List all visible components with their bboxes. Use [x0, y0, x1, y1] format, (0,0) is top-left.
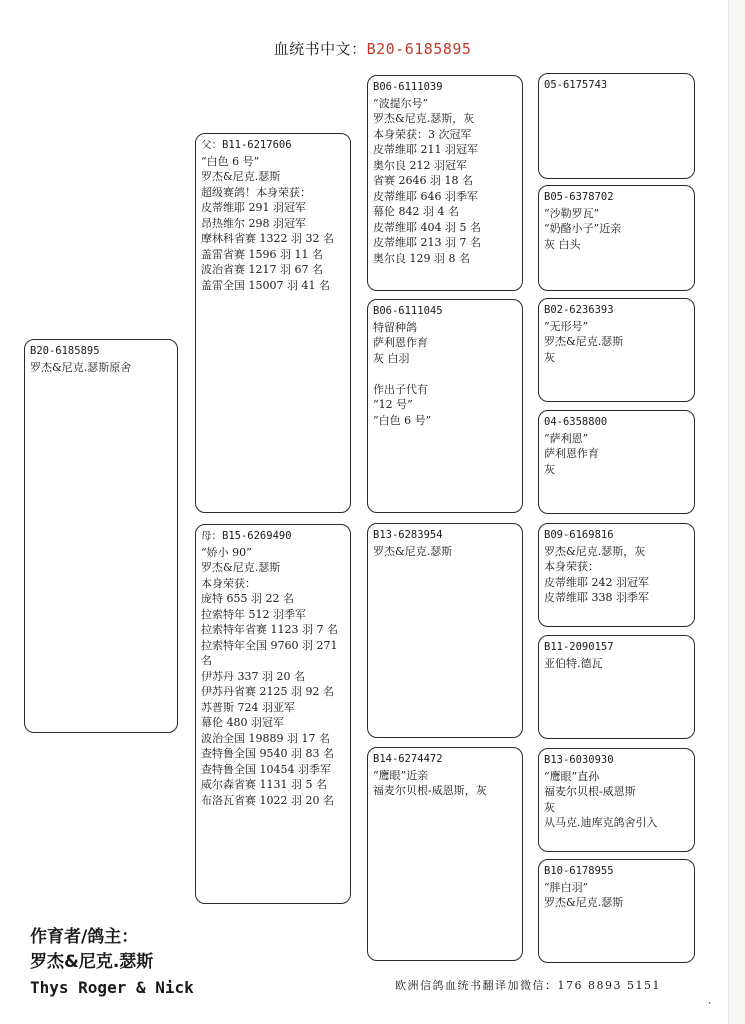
pedigree-line: “白色 6 号” [201, 154, 260, 168]
pedigree-line: 灰 白羽 [373, 351, 410, 365]
breeder-name: 罗杰&尼克.瑟斯 [30, 952, 154, 972]
pedigree-line: 灰 白头 [544, 237, 581, 251]
pedigree-line: B05-6378702 [544, 191, 614, 203]
breeder-block [30, 925, 194, 1001]
breeder-label: 作育者/鸽主： [30, 927, 139, 947]
title-label: 血统书中文： [273, 40, 367, 58]
pedigree-line: 苏普斯 724 羽亚军 [201, 700, 295, 714]
pedigree-line: 罗杰&尼克.瑟斯 [201, 170, 281, 183]
translator-contact-note: 欧洲信鸽血统书翻译加微信：176 8893 5151 [395, 979, 661, 992]
pedigree-line: “娇小 90” [201, 545, 252, 559]
pedigree-line: B10-6178955 [544, 865, 614, 877]
pedigree-box-pigeon [24, 339, 178, 733]
pedigree-box-sd-dam [538, 410, 695, 514]
pedigree-line: 查特鲁全国 9540 羽 83 名 [201, 747, 334, 760]
pedigree-line: 05-6175743 [544, 79, 608, 91]
pedigree-box-sire-dam [367, 299, 523, 513]
pedigree-line: 罗杰&尼克.瑟斯 [544, 896, 624, 909]
pedigree-line: B13-6283954 [373, 529, 443, 541]
pedigree-line: 皮蒂维耶 242 羽冠军 [544, 575, 649, 589]
pedigree-line: “白色 6 号” [373, 413, 432, 427]
pedigree-line: “奶酪小子”近亲 [544, 222, 622, 235]
pedigree-line: 伊苏丹 337 羽 20 名 [201, 669, 305, 683]
pedigree-line: B11-2090157 [544, 641, 614, 653]
pedigree-line: 亚伯特.德瓦 [544, 656, 603, 670]
pedigree-line: 特留种鸽 [373, 320, 417, 334]
pedigree-line: B13-6030930 [544, 754, 614, 766]
corner-mark: ⸳ [708, 994, 712, 1008]
pedigree-line: 福麦尔贝根-威恩斯，灰 [373, 784, 487, 797]
pedigree-box-sd-sire [538, 298, 695, 402]
pedigree-line: 波治全国 19889 羽 17 名 [201, 731, 330, 745]
pedigree-line: 皮蒂维耶 211 羽冠军 [373, 143, 478, 156]
pedigree-box-sire [195, 133, 351, 513]
pedigree-line: 皮蒂维耶 338 羽季军 [544, 591, 649, 604]
pedigree-line: 威尔森省赛 1131 羽 5 名 [201, 778, 327, 791]
pedigree-line: 伊苏丹省赛 2125 羽 92 名 [201, 685, 334, 698]
pedigree-line: 奥尔良 212 羽冠军 [373, 158, 467, 172]
pedigree-line: 皮蒂维耶 291 羽冠军 [201, 201, 306, 214]
pedigree-line: 省赛 2646 羽 18 名 [373, 174, 473, 187]
pedigree-line: B14-6274472 [373, 753, 443, 765]
pedigree-box-ds-sire [538, 523, 695, 627]
pedigree-line: “12 号” [373, 398, 413, 411]
pedigree-line: 罗杰&尼克.瑟斯 [544, 335, 624, 348]
title-ring-number: B20-6185895 [366, 40, 472, 58]
pedigree-line: 灰 [544, 462, 555, 476]
pedigree-line: 母：B15-6269490 [201, 530, 292, 542]
pedigree-line: 摩林科省赛 1322 羽 32 名 [201, 232, 334, 245]
pedigree-line: 幕伦 842 羽 4 名 [373, 205, 459, 218]
pedigree-box-ds-dam [538, 635, 695, 739]
pedigree-line: “萨利恩” [544, 431, 589, 445]
pedigree-line: 皮蒂维耶 404 羽 5 名 [373, 220, 481, 234]
pedigree-line: 本身荣获：3 次冠军 [373, 127, 472, 141]
pedigree-box-dam [195, 524, 351, 904]
pedigree-line: 灰 [544, 350, 555, 364]
pedigree-line: B06-6111039 [373, 81, 443, 93]
pedigree-box-sire-sire [367, 75, 523, 291]
pedigree-line: 盖雷省赛 1596 羽 11 名 [201, 247, 323, 261]
pedigree-line: 皮蒂维耶 646 羽季军 [373, 189, 478, 203]
pedigree-line [373, 366, 517, 382]
pedigree-line: 04-6358800 [544, 416, 608, 428]
pedigree-line: 罗杰&尼克.瑟斯，灰 [544, 544, 646, 558]
pedigree-line: 波治省赛 1217 羽 67 名 [201, 263, 323, 276]
pedigree-line: “胖白羽” [544, 880, 589, 894]
pedigree-line: 本身荣获： [544, 560, 599, 573]
pedigree-line: 布洛瓦省赛 1022 羽 20 名 [201, 793, 334, 807]
breeder-latin-name: Thys Roger & Nick [30, 978, 194, 997]
pedigree-line: “鹰眼”近亲 [373, 768, 429, 782]
pedigree-line: 罗杰&尼克.瑟斯 [201, 561, 281, 574]
pedigree-line: 罗杰&尼克.瑟斯 [373, 544, 453, 558]
pedigree-line: 作出子代有 [373, 382, 428, 396]
pedigree-line: 皮蒂维耶 213 羽 7 名 [373, 236, 481, 249]
pedigree-box-ss-sire [538, 73, 695, 179]
pedigree-line: “沙勒罗瓦” [544, 206, 600, 220]
pedigree-line: 盖雷全国 15007 羽 41 名 [201, 278, 330, 292]
pedigree-box-dam-sire [367, 523, 523, 738]
pedigree-line: 庞特 655 羽 22 名 [201, 592, 294, 605]
pedigree-line: 罗杰&尼克.瑟斯原舍 [30, 360, 132, 374]
pedigree-box-dam-dam [367, 747, 523, 961]
pedigree-box-dd-sire [538, 748, 695, 852]
pedigree-line: 灰 [544, 800, 555, 814]
pedigree-line: 昂热维尔 298 羽冠军 [201, 216, 306, 230]
pedigree-line: 拉索特年省赛 1123 羽 7 名 [201, 623, 338, 636]
pedigree-line: 本身荣获： [201, 576, 256, 590]
pedigree-line: 幕伦 480 羽冠军 [201, 716, 284, 729]
pedigree-line: “鹰眼”直孙 [544, 769, 600, 783]
pedigree-line: 拉索特年全国 9760 羽 271 名 [201, 638, 338, 667]
pedigree-line: 萨利恩作育 [373, 336, 428, 349]
pedigree-line: “波提尔号” [373, 96, 429, 110]
pedigree-line: 福麦尔贝根-威恩斯 [544, 785, 636, 798]
pedigree-line: 超级赛鸽！本身荣获： [201, 185, 311, 199]
pedigree-line: B20-6185895 [30, 345, 100, 357]
pedigree-box-dd-dam [538, 859, 695, 963]
pedigree-line: “无形号” [544, 319, 589, 333]
pedigree-line: 从马克.迪库克鸽舍引入 [544, 816, 658, 829]
pedigree-line: B09-6169816 [544, 529, 614, 541]
pedigree-line: 奥尔良 129 羽 8 名 [373, 251, 470, 265]
pedigree-line: B06-6111045 [373, 305, 443, 317]
pedigree-line: 拉索特年 512 羽季军 [201, 607, 306, 621]
pedigree-line: 父：B11-6217606 [201, 139, 292, 151]
page-title [0, 38, 745, 59]
pedigree-line: B02-6236393 [544, 304, 614, 316]
pedigree-box-ss-dam [538, 185, 695, 291]
pedigree-line: 萨利恩作育 [544, 447, 599, 460]
pedigree-line: 罗杰&尼克.瑟斯，灰 [373, 112, 475, 125]
pedigree-line: 查特鲁全国 10454 羽季军 [201, 762, 331, 776]
